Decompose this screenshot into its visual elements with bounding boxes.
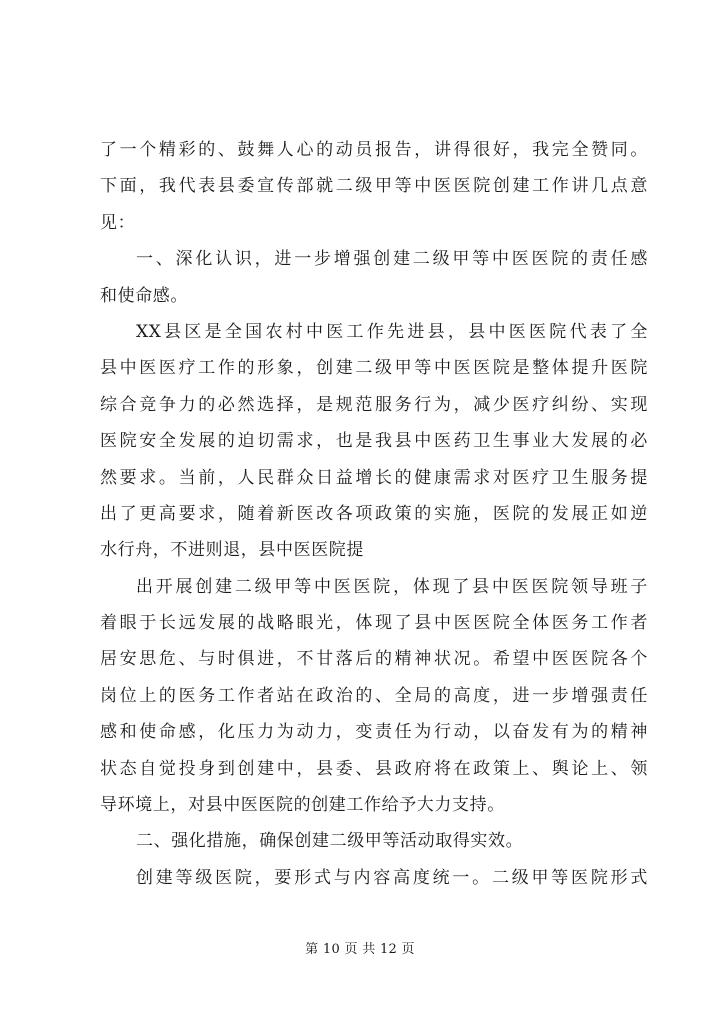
body-text (100, 132, 648, 896)
text-line: 见： (100, 212, 136, 233)
text-line: 水行舟，不进则退，县中医医院提 (100, 540, 364, 561)
text-line: 居安思危、与时俱进，不甘落后的精神状况。希望中医医院各个 (100, 649, 648, 670)
text-line: 出开展创建二级甲等中医医院，体现了县中医医院领导班子 (136, 576, 648, 597)
text-line: 综合竞争力的必然选择，是规范服务行为，减少医疗纠纷、实现 (100, 394, 648, 415)
text-line: 感和使命感，化压力为动力，变责任为行动，以奋发有为的精神 (100, 722, 648, 743)
text-line: 县中医医疗工作的形象，创建二级甲等中医医院是整体提升医院 (100, 358, 648, 379)
text-line: 着眼于长远发展的战略眼光，体现了县中医医院全体医务工作者 (100, 613, 648, 634)
text-line: 医院安全发展的迫切需求，也是我县中医药卫生事业大发展的必 (100, 431, 648, 452)
text-line: 一、深化认识，进一步增强创建二级甲等中医医院的责任感 (136, 249, 648, 270)
text-line: 二、强化措施，确保创建二级甲等活动取得实效。 (136, 831, 524, 852)
text-line: 然要求。当前，人民群众日益增长的健康需求对医疗卫生服务提 (100, 467, 648, 488)
text-line: 创建等级医院，要形式与内容高度统一。二级甲等医院形式 (136, 867, 648, 888)
text-line: 导环境上，对县中医医院的创建工作给予大力支持。 (100, 795, 505, 816)
text-line: 岗位上的医务工作者站在政治的、全局的高度，进一步增强责任 (100, 685, 648, 706)
page-footer: 第 10 页 共 12 页 (305, 942, 415, 957)
text-line: 出了更高要求，随着新医改各项政策的实施，医院的发展正如逆 (100, 503, 648, 524)
text-line: XX县区是全国农村中医工作先进县，县中医医院代表了全 (136, 321, 648, 342)
text-line: 下面，我代表县委宣传部就二级甲等中医医院创建工作讲几点意 (100, 176, 648, 197)
text-line: 了一个精彩的、鼓舞人心的动员报告，讲得很好，我完全赞同。 (100, 140, 648, 160)
text-line: 和使命感。 (100, 285, 188, 306)
text-line: 状态自觉投身到创建中，县委、县政府将在政策上、舆论上、领 (100, 758, 648, 779)
